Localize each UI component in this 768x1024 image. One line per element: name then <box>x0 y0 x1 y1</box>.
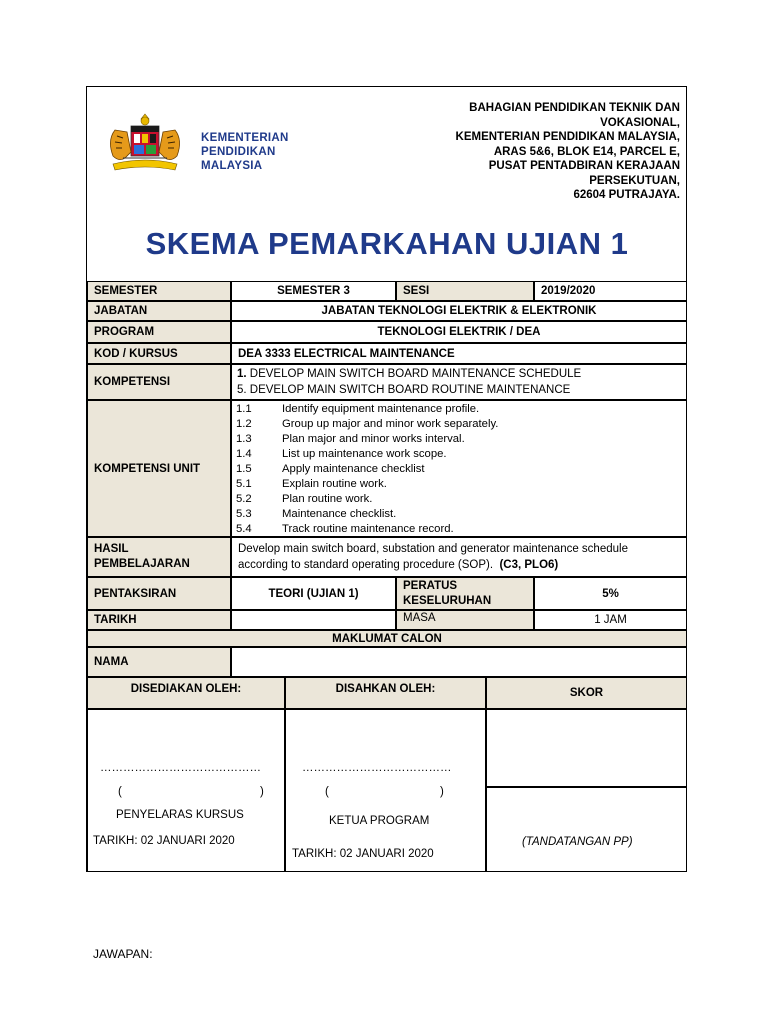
ministry-address: BAHAGIAN PENDIDIKAN TEKNIK DAN VOKASIONAL, KEMENTERIAN PENDIDIKAN MALAYSIA, ARAS 5&6, BLOK E14, PARCEL E, PUSAT PENTADBIRAN KERAJAAN PERSEKUTUAN, 62604 PUTRAJAYA. <box>455 102 680 201</box>
ketua-program: KETUA PROGRAM <box>329 815 430 827</box>
paren-open-1: ( <box>118 786 122 798</box>
semester-label: SEMESTER <box>87 281 231 301</box>
kompetensi-value: 1. DEVELOP MAIN SWITCH BOARD MAINTENANCE SCHEDULE 5. DEVELOP MAIN SWITCH BOARD ROUTINE MAINTENANCE <box>231 364 687 400</box>
penyelaras-kursus: PENYELARAS KURSUS <box>116 809 244 821</box>
tandatangan-pp-box <box>486 787 687 872</box>
hasil-pembelajaran-value: Develop main switch board, substation and generator maintenance schedule according to standard operating procedure (SOP). (C3, PLO6) <box>231 537 687 577</box>
tandatangan-pp: (TANDATANGAN PP) <box>522 836 633 848</box>
signature-line-2: ………………………………… <box>302 762 452 774</box>
disediakan-signature-box <box>87 709 285 872</box>
kod-kursus-value: DEA 3333 ELECTRICAL MAINTENANCE <box>231 343 687 364</box>
paren-close-2: ) <box>440 786 444 798</box>
maklumat-calon-heading: MAKLUMAT CALON <box>87 630 687 647</box>
paren-close-1: ) <box>260 786 264 798</box>
hasil-pembelajaran-label: HASIL PEMBELAJARAN <box>87 537 231 577</box>
list-item: 5.2 Plan routine work. <box>236 493 373 505</box>
list-item: 5.4 Track routine maintenance record. <box>236 523 454 535</box>
jabatan-label: JABATAN <box>87 301 231 321</box>
masa-value: 1 JAM <box>534 610 687 630</box>
pentaksiran-label: PENTAKSIRAN <box>87 577 231 610</box>
list-item: 5.3 Maintenance checklist. <box>236 508 397 520</box>
peratus-keseluruhan-label: PERATUS KESELURUHAN <box>396 577 534 610</box>
nama-field[interactable] <box>231 647 687 677</box>
program-value: TEKNOLOGI ELEKTRIK / DEA <box>231 321 687 343</box>
jawapan-label: JAWAPAN: <box>93 947 153 961</box>
paren-open-2: ( <box>325 786 329 798</box>
disahkan-oleh-header: DISAHKAN OLEH: <box>285 677 486 709</box>
semester-value: SEMESTER 3 <box>231 281 396 301</box>
sesi-value: 2019/2020 <box>534 281 687 301</box>
kompetensi-unit-label: KOMPETENSI UNIT <box>87 400 231 537</box>
nama-label: NAMA <box>87 647 231 677</box>
list-item: 1.3 Plan major and minor works interval. <box>236 433 465 445</box>
tarikh-penyelaras: TARIKH: 02 JANUARI 2020 <box>93 835 235 847</box>
skor-header: SKOR <box>486 677 687 709</box>
kompetensi-unit-list <box>236 402 498 537</box>
masa-label: MASA <box>396 610 534 630</box>
malaysia-coat-of-arms-icon <box>101 112 189 176</box>
skor-box <box>486 709 687 787</box>
list-item: 1.5 Apply maintenance checklist <box>236 463 425 475</box>
list-item: 1.1 Identify equipment maintenance profile. <box>236 403 480 415</box>
list-item: 1.2 Group up major and minor work separately. <box>236 418 499 430</box>
signature-line-1: …………………………………… <box>100 762 261 774</box>
program-label: PROGRAM <box>87 321 231 343</box>
sesi-label: SESI <box>396 281 534 301</box>
tarikh-field[interactable] <box>231 610 396 630</box>
tarikh-ketua: TARIKH: 02 JANUARI 2020 <box>292 848 434 860</box>
ministry-name: KEMENTERIAN PENDIDIKAN MALAYSIA <box>201 132 289 172</box>
kod-kursus-label: KOD / KURSUS <box>87 343 231 364</box>
peratus-value: 5% <box>534 577 687 610</box>
kompetensi-label: KOMPETENSI <box>87 364 231 400</box>
jabatan-value: JABATAN TEKNOLOGI ELEKTRIK & ELEKTRONIK <box>231 301 687 321</box>
tarikh-label: TARIKH <box>87 610 231 630</box>
list-item: 5.1 Explain routine work. <box>236 478 387 490</box>
pentaksiran-value: TEORI (UJIAN 1) <box>231 577 396 610</box>
disediakan-oleh-header: DISEDIAKAN OLEH: <box>87 677 285 709</box>
page-title: SKEMA PEMARKAHAN UJIAN 1 <box>145 226 629 261</box>
list-item: 1.4 List up maintenance work scope. <box>236 448 447 460</box>
